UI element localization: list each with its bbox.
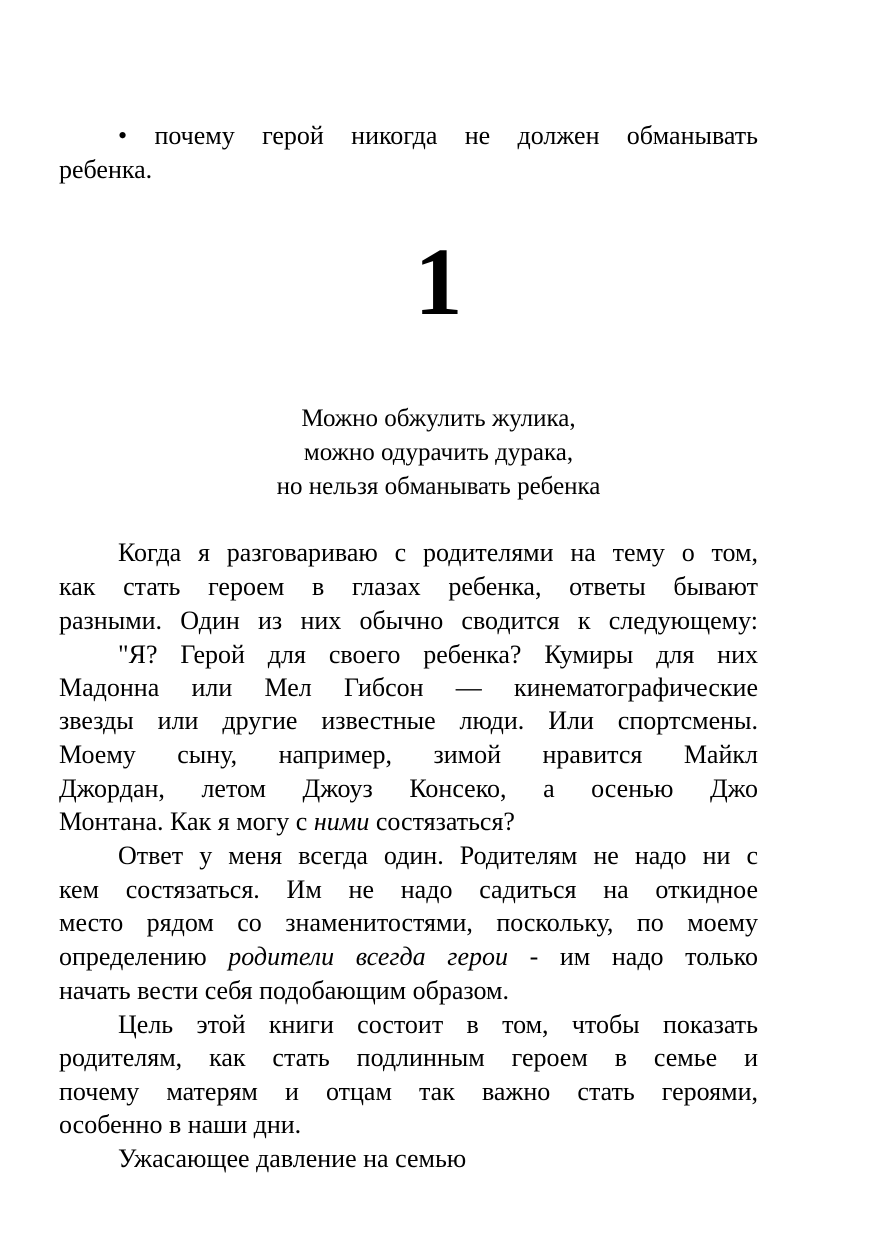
text-run: определению [59,942,229,971]
paragraph-line: кем состязаться. Им не надо садиться на откидное [59,875,758,904]
italic-emphasis: ними [313,807,370,836]
paragraph-line: Ответ у меня всегда один. Родителям не надо ни с [118,841,758,870]
bullet-item-line-2: ребенка. [59,155,153,184]
epigraph-line: можно одурачить дурака, [303,439,574,466]
text-run: - им надо только [529,942,758,971]
paragraph-line: Моему сыну, например, зимой нравится Майкл [59,740,758,769]
paragraph-line: как стать героем в глазах ребенка, ответы бывают [59,572,758,601]
section-heading-line: Ужасающее давление на семью [118,1144,467,1173]
bullet-marker: • [118,121,128,150]
paragraph-line [59,805,758,839]
epigraph-line: Можно обжулить жулика, [301,405,576,432]
paragraph-line: разными. Один из них обычно сводится к следующему: [59,606,758,635]
paragraph-line: Цель этой книги состоит в том, чтобы показать [118,1010,758,1039]
text-run: состязаться? [369,807,515,836]
bullet-item-line-1 [59,119,758,153]
paragraph-line: особенно в наши дни. [59,1110,302,1139]
paragraph-line [59,940,758,974]
paragraph-line: "Я? Герой для своего ребенка? Кумиры для них [118,640,758,669]
paragraph-line: место рядом со знаменитостями, поскольку, по моему [59,908,758,937]
text-run: Монтана. Как я могу с [59,807,314,836]
paragraph-line: начать вести себя подобающим образом. [59,976,509,1005]
paragraph-line: Мадонна или Мел Гибсон — кинематографические [59,673,758,702]
bullet-text: почему герой никогда не должен обманывать [154,121,758,150]
paragraph-line: почему матерям и отцам так важно стать героями, [59,1077,758,1106]
italic-emphasis: родители всегда герои [228,942,508,971]
epigraph-line: но нельзя обманывать ребенка [276,473,601,500]
paragraph-line: Джордан, летом Джоуз Консеко, а осенью Джо [59,774,758,803]
paragraph-line: Когда я разговариваю с родителями на тему о том, [118,538,758,567]
paragraph-line: звезды или другие известные люди. Или спортсмены. [59,706,758,735]
chapter-number: 1 [414,228,463,335]
paragraph-line: родителям, как стать подлинным героем в семье и [59,1043,758,1072]
